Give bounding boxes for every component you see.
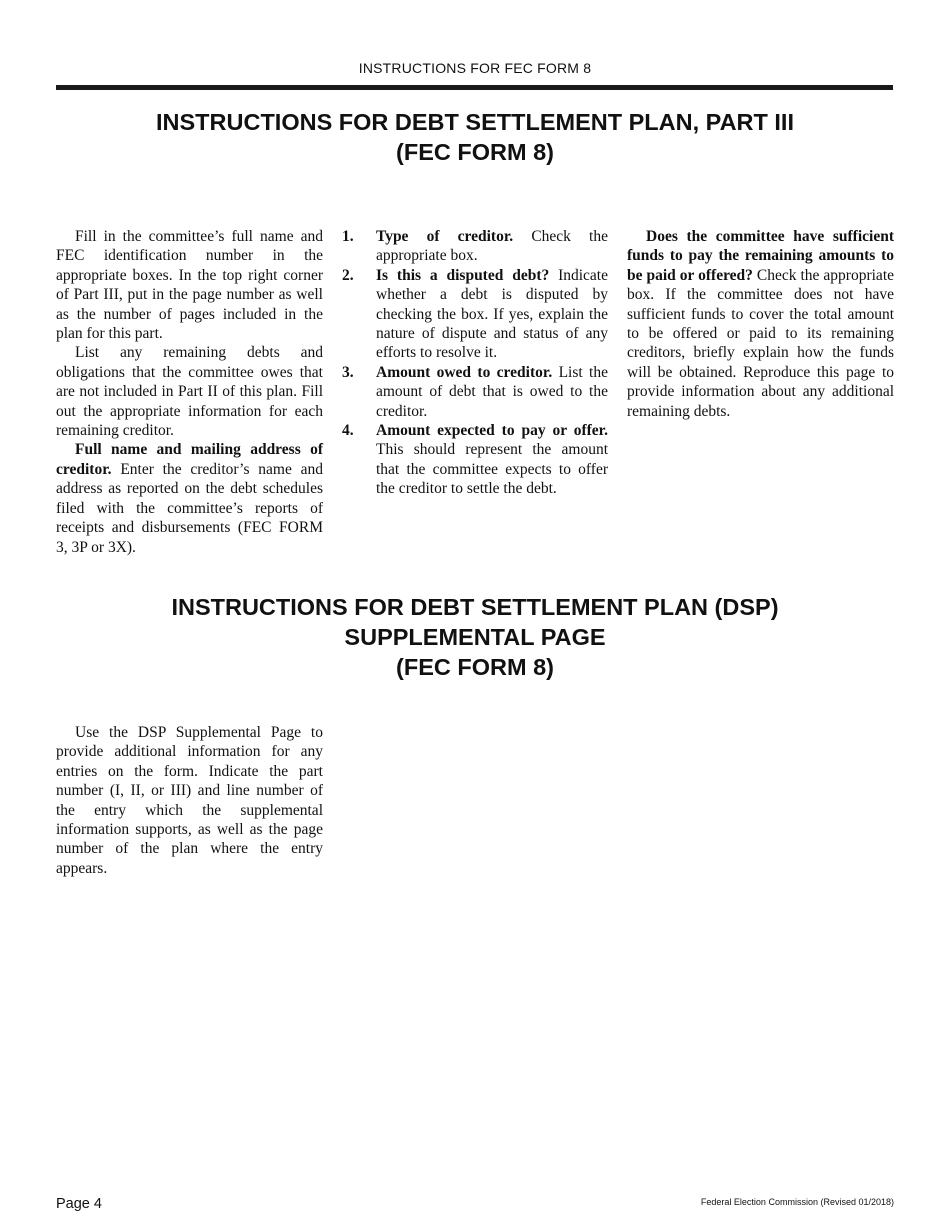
paragraph-remaining-debts: List any remaining debts and obligations that the committee owes that are not included in Part II of this plan. Fill out the appropriate information for each remaining creditor. xyxy=(56,344,323,440)
list-item-text: Check the appropriate box. xyxy=(376,228,608,265)
section1-heading-line1: INSTRUCTIONS FOR DEBT SETTLEMENT PLAN, PART III xyxy=(156,109,794,135)
list-item-label: Amount expected to pay or offer. xyxy=(376,422,608,440)
list-item-disputed-debt xyxy=(342,266,608,363)
paragraph-dsp-supplemental: Use the DSP Supplemental Page to provide additional information for any entries on the form. Indicate the part number (I, II, or III) and line number of the entry which the supplemental information supports, as well as the page number of the plan where the entry appears. xyxy=(56,724,323,877)
header-rule xyxy=(56,85,893,90)
list-item-amount-expected xyxy=(342,421,608,499)
list-item-label: Type of creditor. xyxy=(376,228,514,245)
section2-heading xyxy=(0,592,950,682)
list-item-amount-owed xyxy=(342,363,608,421)
list-number: 3. xyxy=(342,363,354,381)
list-item-text: This should represent the amount that the committee expects to offer the creditor to settle the debt. xyxy=(376,441,608,498)
list-number: 2. xyxy=(342,266,354,284)
page-number: Page 4 xyxy=(56,1196,102,1212)
list-item-label: Amount owed to creditor. xyxy=(376,363,553,381)
list-number: 1. xyxy=(342,228,354,245)
sufficient-funds-text: Check the appropriate box. If the committee does not have sufficient funds to cover the total amount to be offered or paid to its remaining creditors, briefly explain how the funds will be obtained. Reproduce this page to provide information about any additional remaining debts. xyxy=(627,266,894,420)
section1-heading xyxy=(0,107,950,167)
section2-heading-line3: (FEC FORM 8) xyxy=(396,654,554,680)
list-item-label: Is this a disputed debt? xyxy=(376,266,550,284)
list-number: 4. xyxy=(342,422,354,440)
sufficient-funds-label: Does the committee have sufficient funds to pay the remaining amounts to be paid or offered? xyxy=(627,228,894,284)
paragraph-creditor-address xyxy=(56,440,323,556)
section2-heading-line1: INSTRUCTIONS FOR DEBT SETTLEMENT PLAN (DSP) xyxy=(171,594,779,620)
list-item-text: List the amount of debt that is owed to the creditor. xyxy=(376,363,608,420)
section1-column-2 xyxy=(342,227,608,499)
creditor-address-text: Enter the creditor’s name and address as reported on the debt schedules filed with the committee’s reports of receipts and disbursements (FEC FORM 3, 3P or 3X). xyxy=(56,460,323,556)
publisher-note: Federal Election Commission (Revised 01/2018) xyxy=(700,1197,894,1207)
section2-heading-line2: SUPPLEMENTAL PAGE xyxy=(344,624,606,650)
section1-column-3 xyxy=(627,227,894,421)
paragraph-committee-name: Fill in the committee’s full name and FEC identification number in the appropriate boxes. In the top right corner of Part III, put in the page number as well as the number of pages included in the plan for this part. xyxy=(56,228,323,343)
list-item-type-of-creditor xyxy=(342,227,608,266)
paragraph-sufficient-funds xyxy=(627,227,894,421)
creditor-address-label: Full name and mailing address of creditor. xyxy=(56,441,323,478)
running-header: INSTRUCTIONS FOR FEC FORM 8 xyxy=(358,60,592,76)
section2-column-1 xyxy=(56,723,323,878)
list-item-text: Indicate whether a debt is disputed by checking the box. If yes, explain the nature of dispute and status of any efforts to resolve it. xyxy=(376,266,608,362)
section1-heading-line2: (FEC FORM 8) xyxy=(396,139,554,165)
section1-column-1 xyxy=(56,227,323,557)
